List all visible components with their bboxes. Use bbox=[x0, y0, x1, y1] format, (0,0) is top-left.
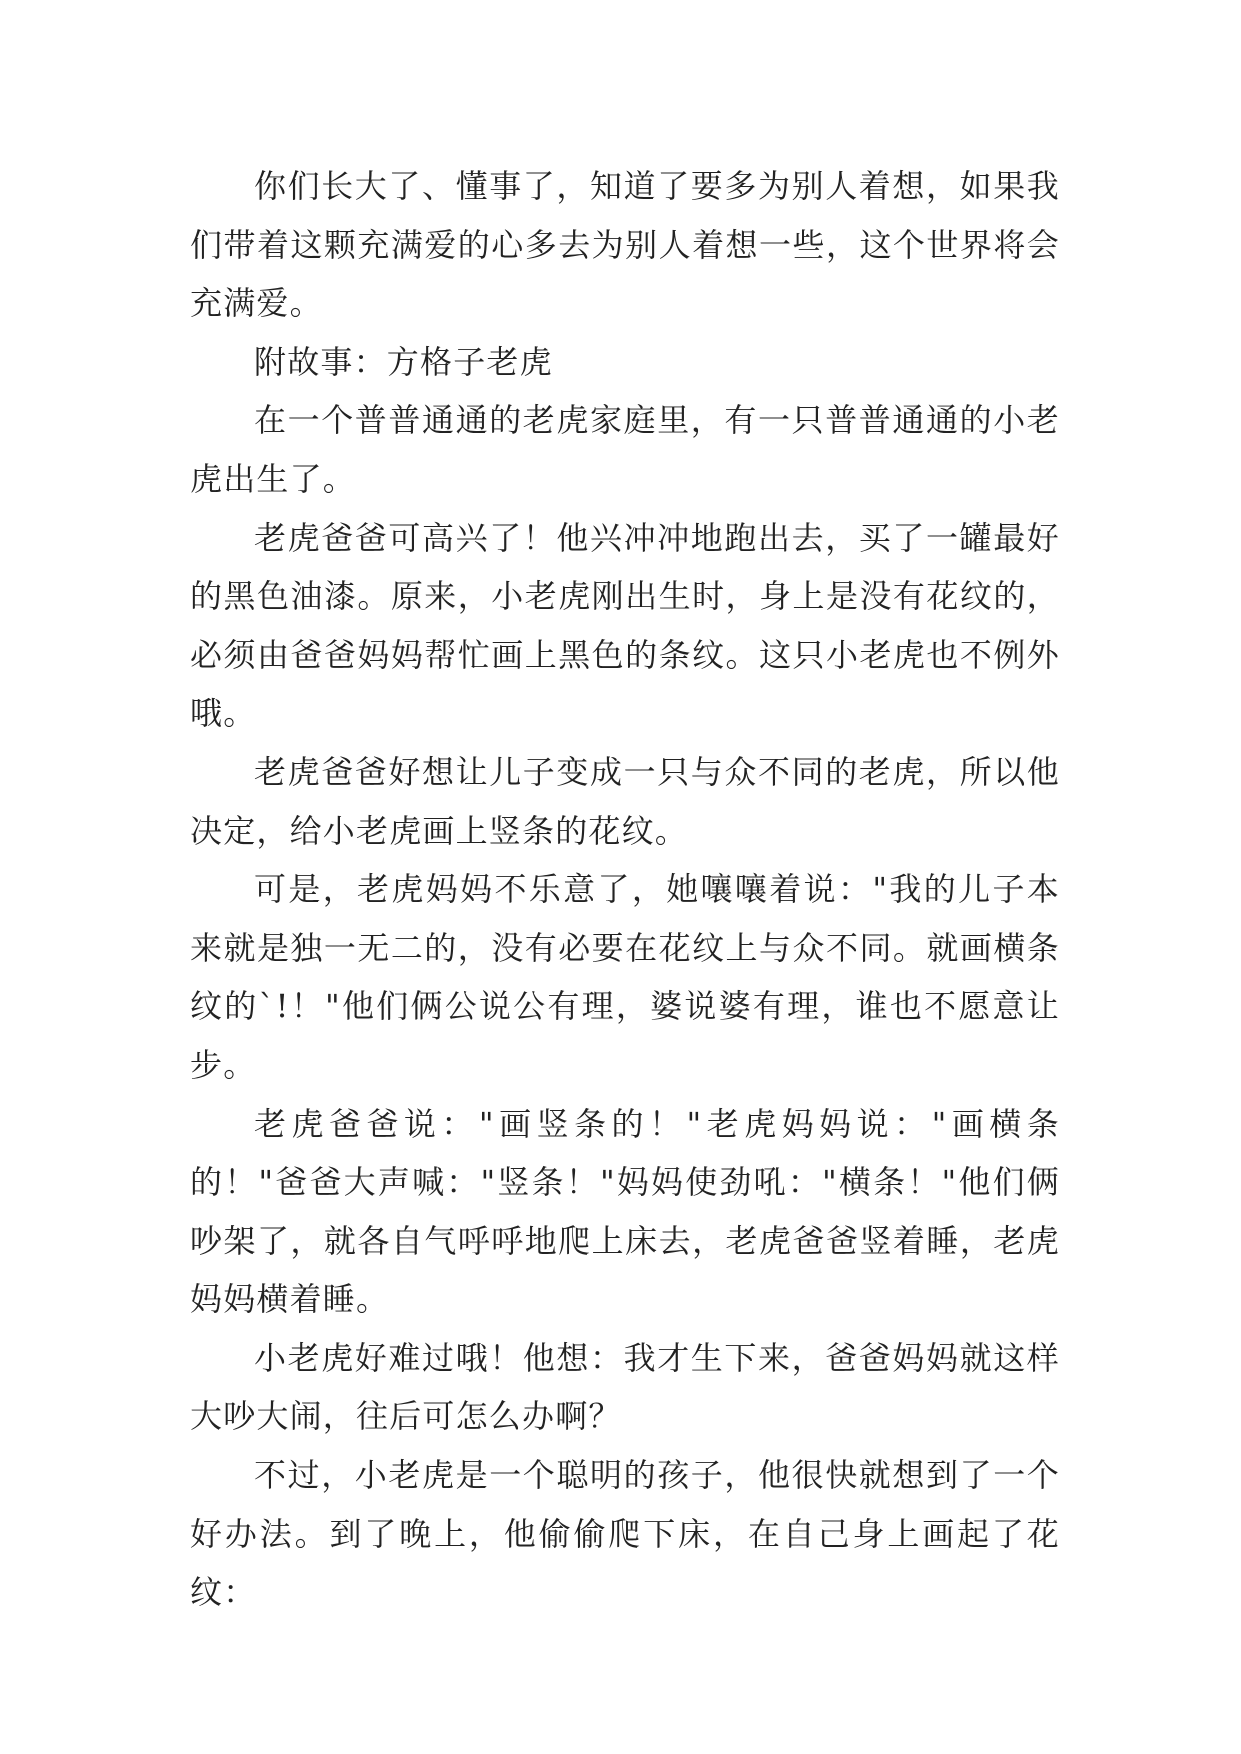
paragraph: 小老虎好难过哦！他想：我才生下来，爸爸妈妈就这样大吵大闹，往后可怎么办啊？ bbox=[190, 1338, 1060, 1436]
paragraph: 不过，小老虎是一个聪明的孩子，他很快就想到了一个好办法。到了晚上，他偷偷爬下床，在自己身上画起了花纹： bbox=[190, 1456, 1060, 1612]
paragraph: 你们长大了、懂事了，知道了要多为别人着想，如果我们带着这颗充满爱的心多去为别人着想一些，这个世界将会充满爱。 bbox=[190, 167, 1060, 323]
paragraph: 老虎爸爸好想让儿子变成一只与众不同的老虎，所以他决定，给小老虎画上竖条的花纹。 bbox=[190, 752, 1060, 850]
paragraph: 在一个普普通通的老虎家庭里，有一只普普通通的小老虎出生了。 bbox=[190, 401, 1060, 498]
paragraph: 老虎爸爸说："画竖条的！"老虎妈妈说："画横条的！"爸爸大声喊："竖条！"妈妈使劲吼："横条！"他们俩吵架了，就各自气呼呼地爬上床去，老虎爸爸竖着睡，老虎妈妈横着睡。 bbox=[190, 1104, 1060, 1319]
paragraph: 老虎爸爸可高兴了！他兴冲冲地跑出去，买了一罐最好的黑色油漆。原来，小老虎刚出生时，身上是没有花纹的，必须由爸爸妈妈帮忙画上黑色的条纹。这只小老虎也不例外哦。 bbox=[190, 518, 1060, 733]
story-heading: 附故事：方格子老虎 bbox=[254, 342, 553, 381]
body-text bbox=[190, 157, 1060, 1622]
paragraph: 可是，老虎妈妈不乐意了，她嚷嚷着说："我的儿子本来就是独一无二的，没有必要在花纹上与众不同。就画横条纹的`!！"他们俩公说公有理，婆说婆有理，谁也不愿意让步。 bbox=[190, 870, 1060, 1084]
